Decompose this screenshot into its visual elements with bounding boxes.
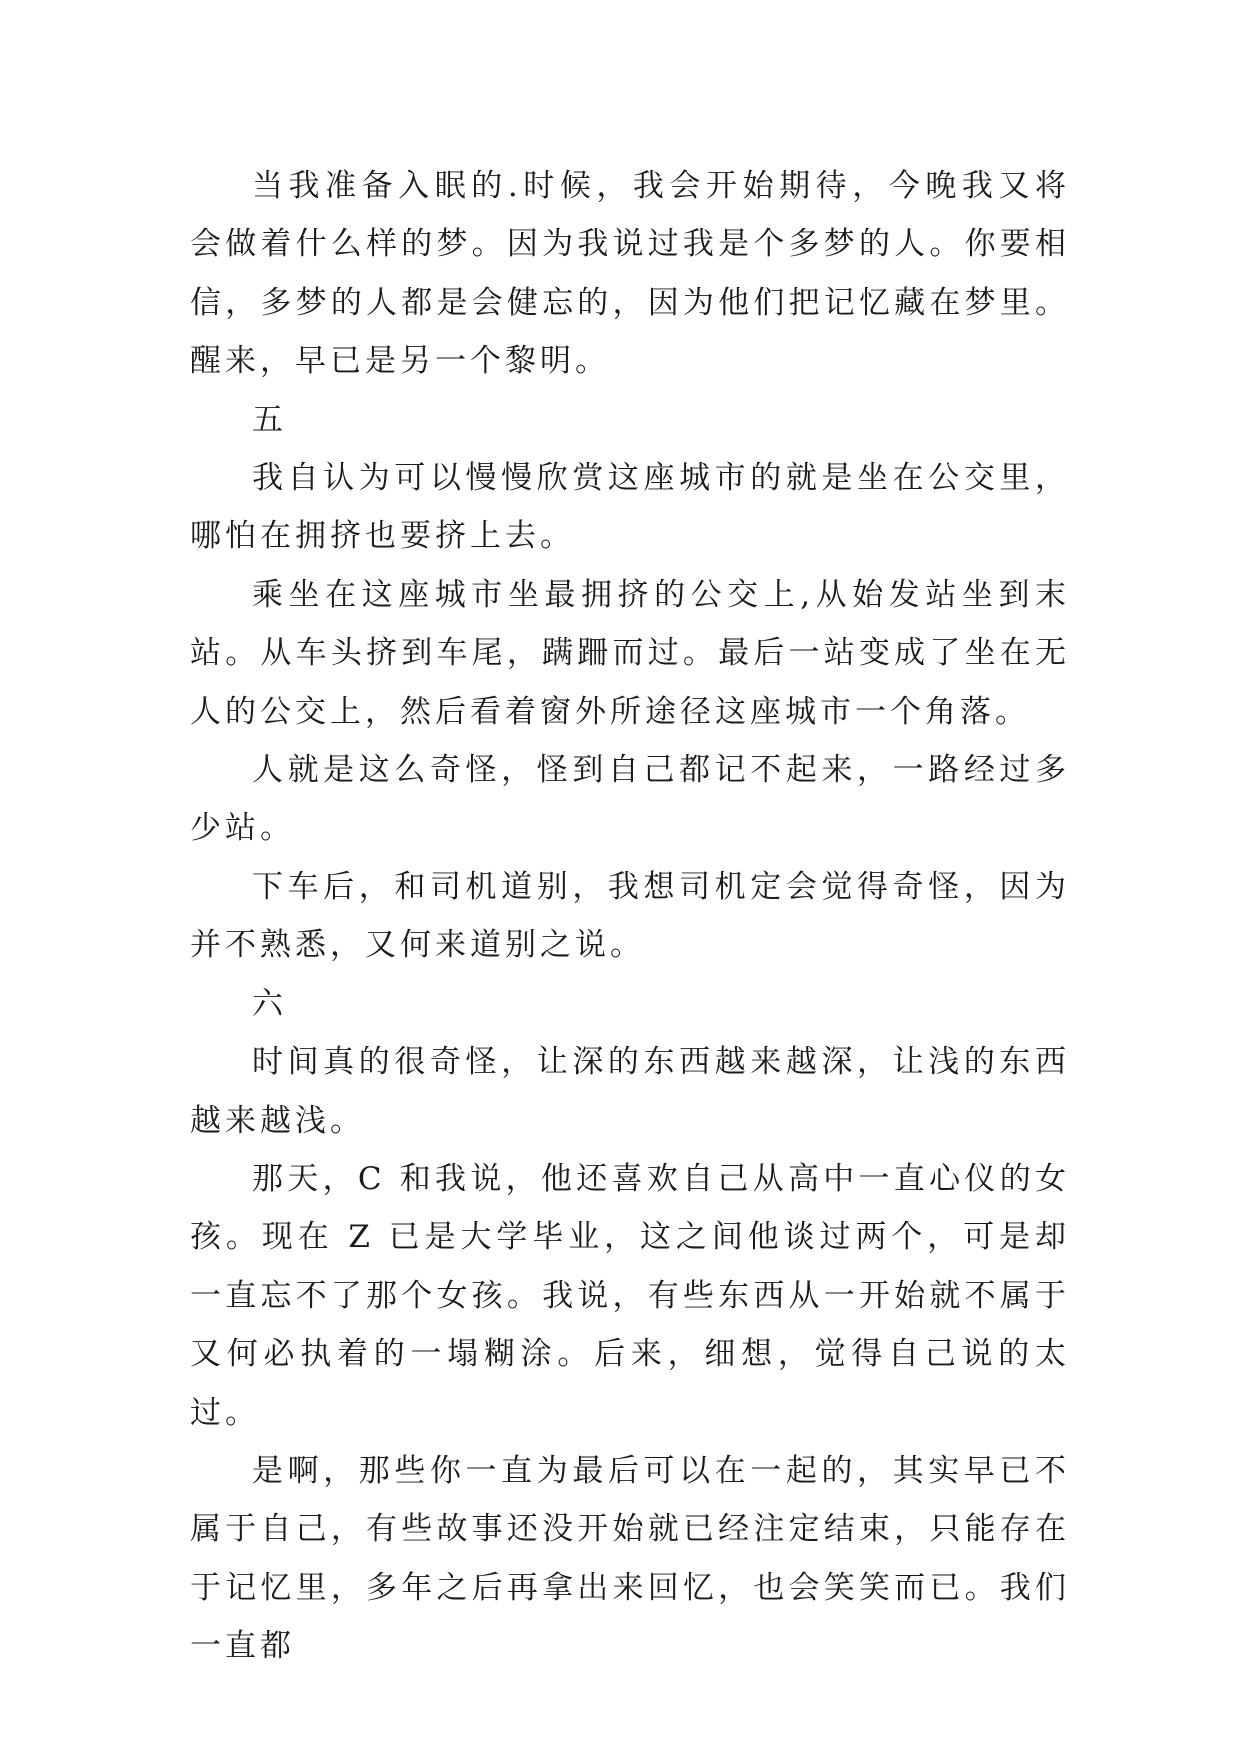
paragraph: 我自认为可以慢慢欣赏这座城市的就是坐在公交里，哪怕在拥挤也要挤上去。 [190,460,1070,555]
paragraph: 下车后，和司机道别，我想司机定会觉得奇怪，因为并不熟悉，又何来道别之说。 [190,868,1070,964]
paragraph: 当我准备入眠的.时候，我会开始期待，今晚我又将会做着什么样的梦。因为我说过我是个多梦的人。你要相信，多梦的人都是会健忘的，因为他们把记忆藏在梦里。醒来，早已是另一个黎明。 [190,168,1070,380]
section-heading: 六 [252,985,287,1022]
document-body [190,157,1070,1676]
paragraph: 那天，C 和我说，他还喜欢自己从高中一直心仪的女孩。现在 Z 已是大学毕业，这之间他谈过两个，可是却一直忘不了那个女孩。我说，有些东西从一开始就不属于又何必执着的一塌糊涂。后来，细想，觉得自己说的太过。 [190,1160,1070,1431]
section-heading: 五 [252,401,287,438]
paragraph: 时间真的很奇怪，让深的东西越来越深，让浅的东西越来越浅。 [190,1044,1070,1139]
paragraph: 是啊，那些你一直为最后可以在一起的，其实早已不属于自己，有些故事还没开始就已经注定结束，只能存在于记忆里，多年之后再拿出来回忆，也会笑笑而已。我们一直都 [190,1452,1070,1665]
paragraph: 乘坐在这座城市坐最拥挤的公交上,从始发站坐到末站。从车头挤到车尾，蹒跚而过。最后一站变成了坐在无人的公交上，然后看着窗外所途径这座城市一个角落。 [190,576,1070,730]
paragraph: 人就是这么奇怪，怪到自己都记不起来，一路经过多少站。 [190,752,1070,847]
